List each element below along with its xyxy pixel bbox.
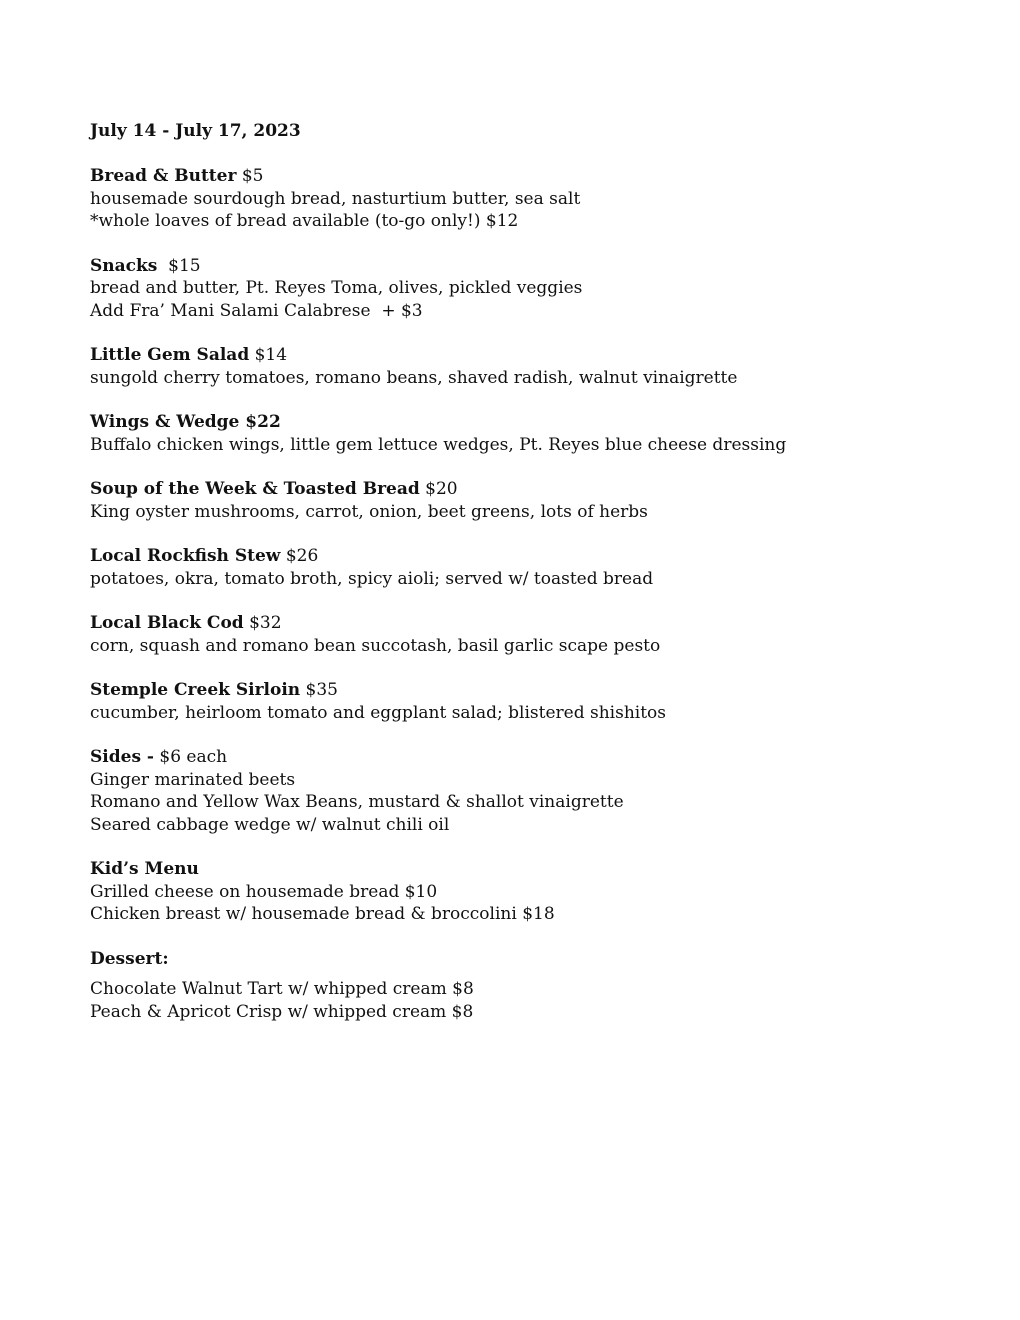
list-item: Romano and Yellow Wax Beans, mustard & shallot vinaigrette: [90, 792, 624, 812]
item-description: Add Fra’ Mani Salami Calabrese + $3: [90, 300, 423, 321]
item-heading: [90, 858, 950, 881]
list-item: Ginger marinated beets: [90, 769, 296, 790]
item-title: Local Rockfish Stew: [90, 546, 281, 566]
menu-section-rockfish-stew: [90, 545, 950, 590]
list-item: Peach & Apricot Crisp w/ whipped cream $8: [90, 1001, 474, 1022]
item-price: $5: [236, 166, 264, 186]
item-title: Snacks: [90, 255, 158, 276]
menu-page: [90, 120, 950, 1045]
item-heading: [90, 411, 950, 434]
item-description: bread and butter, Pt. Reyes Toma, olives, pickled veggies: [90, 278, 583, 298]
item-description: *whole loaves of bread available (to-go only!) $12: [90, 211, 519, 231]
item-description: corn, squash and romano bean succotash, basil garlic scape pesto: [90, 635, 661, 656]
item-price: $32: [243, 613, 282, 633]
item-title: Dessert:: [90, 948, 169, 969]
menu-section-black-cod: [90, 612, 950, 657]
item-heading: [90, 679, 950, 702]
item-heading: [90, 344, 950, 367]
item-title: Local Black Cod: [90, 613, 244, 633]
item-heading: [90, 948, 950, 971]
item-description: potatoes, okra, tomato broth, spicy aioli; served w/ toasted bread: [90, 568, 654, 589]
list-item: Grilled cheese on housemade bread $10: [90, 881, 438, 902]
menu-section-sides: [90, 746, 950, 836]
item-title: Bread & Butter: [90, 166, 237, 186]
list-item: Chocolate Walnut Tart w/ whipped cream $8: [90, 979, 474, 999]
menu-section-little-gem-salad: [90, 344, 950, 389]
menu-section-sirloin: [90, 679, 950, 724]
item-description: housemade sourdough bread, nasturtium butter, sea salt: [90, 188, 581, 209]
item-heading: [90, 255, 950, 278]
item-description: cucumber, heirloom tomato and eggplant salad; blistered shishitos: [90, 702, 666, 723]
menu-section-wings-wedge: [90, 411, 950, 456]
item-price: $15: [157, 255, 201, 276]
item-price: $6 each: [153, 747, 228, 767]
item-title: Stemple Creek Sirloin: [90, 680, 301, 700]
menu-section-kids-menu: [90, 858, 950, 926]
item-title: Little Gem Salad: [90, 345, 250, 365]
item-title: Kid’s Menu: [90, 859, 199, 879]
item-description: sungold cherry tomatoes, romano beans, shaved radish, walnut vinaigrette: [90, 367, 738, 388]
item-heading: [90, 478, 950, 501]
item-heading: [90, 165, 950, 188]
item-description: King oyster mushrooms, carrot, onion, beet greens, lots of herbs: [90, 501, 648, 522]
item-price: $14: [249, 345, 288, 365]
item-title: Wings & Wedge $22: [90, 412, 281, 432]
item-heading: [90, 612, 950, 635]
item-heading: [90, 545, 950, 568]
item-price: $35: [300, 680, 338, 700]
menu-section-bread-butter: [90, 165, 950, 233]
item-title: Soup of the Week & Toasted Bread: [90, 479, 420, 499]
menu-date: July 14 - July 17, 2023: [90, 121, 301, 141]
menu-section-snacks: [90, 255, 950, 323]
list-item: Seared cabbage wedge w/ walnut chili oil: [90, 814, 450, 835]
item-description: Buffalo chicken wings, little gem lettuce wedges, Pt. Reyes blue cheese dressing: [90, 434, 787, 455]
item-title: Sides -: [90, 747, 154, 767]
item-heading: [90, 746, 950, 769]
list-item: Chicken breast w/ housemade bread & broccolini $18: [90, 904, 555, 924]
menu-section-soup: [90, 478, 950, 523]
menu-section-dessert: [90, 948, 950, 1024]
item-price: $20: [419, 479, 458, 499]
item-price: $26: [280, 546, 319, 566]
